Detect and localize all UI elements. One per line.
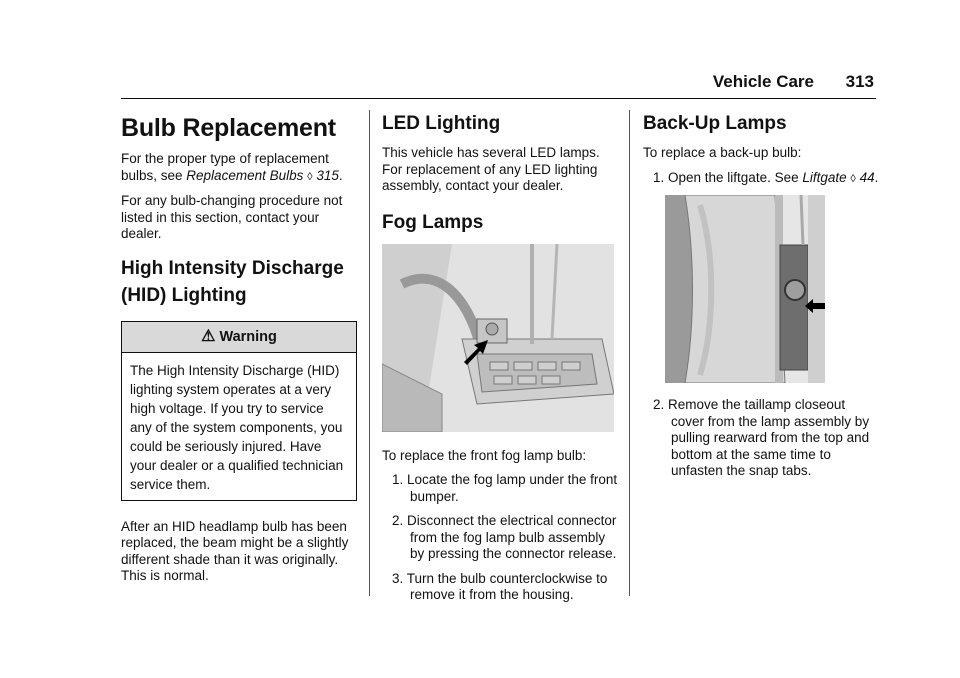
page-ref-icon: ◊	[307, 170, 313, 183]
xref-page[interactable]: 315	[316, 167, 339, 183]
backup-steps-2	[643, 397, 879, 480]
step-end: .	[874, 169, 879, 185]
list-item: 1. Locate the fog lamp under the front bumper.	[392, 472, 618, 504]
section-title-hid: High Intensity Discharge (HID) Lighting	[121, 257, 344, 306]
paragraph-end: .	[338, 167, 343, 183]
xref-replacement-bulbs[interactable]: Replacement Bulbs	[186, 167, 304, 183]
paragraph-fog-intro: To replace the front fog lamp bulb:	[382, 447, 587, 463]
warning-header	[122, 322, 356, 353]
backup-steps-1	[643, 170, 879, 188]
fog-lamp-steps	[382, 472, 618, 604]
step-text: 1. Open the liftgate. See	[653, 169, 803, 185]
paragraph-contact-dealer: For any bulb-changing procedure not listed in this section, contact your dealer.	[121, 193, 343, 241]
column-1	[121, 108, 357, 593]
section-title-back-up-lamps: Back-Up Lamps	[643, 113, 787, 134]
warning-text: The High Intensity Discharge (HID) lighting system operates at a very high voltage. If you try to service any of the system components, you could be seriously injured. Have your dealer or a qualified technician service them.	[130, 362, 344, 492]
warning-label: Warning	[219, 328, 277, 345]
page-ref-icon: ◊	[850, 172, 856, 185]
fog-lamp-figure	[382, 244, 614, 432]
header-section-title: Vehicle Care	[712, 72, 814, 91]
paragraph-backup-intro: To replace a back-up bulb:	[643, 145, 802, 160]
page-number: 313	[845, 72, 874, 91]
section-title-bulb-replacement: Bulb Replacement	[121, 114, 336, 142]
xref-liftgate[interactable]: Liftgate	[802, 169, 847, 185]
section-title-fog-lamps: Fog Lamps	[382, 211, 484, 233]
paragraph-bulb-types	[121, 151, 357, 185]
paragraph-led: This vehicle has several LED lamps. For replacement of any LED lighting assembly, contact your dealer.	[382, 145, 600, 193]
warning-box	[121, 321, 357, 501]
column-2	[382, 108, 618, 612]
list-item: 3. Turn the bulb counterclockwise to remove it from the housing.	[392, 570, 608, 602]
section-title-led: LED Lighting	[382, 113, 501, 134]
list-item: 2. Disconnect the electrical connector from the fog lamp bulb assembly by pressing the connector release.	[392, 513, 617, 561]
paragraph-hid-shade: After an HID headlamp bulb has been replaced, the beam might be a slightly different shade than it was originally. This is normal.	[121, 518, 349, 583]
list-item: 2. Remove the taillamp closeout cover from the lamp assembly by pulling rearward from the top and bottom at the same time to unfasten the snap tabs.	[653, 397, 870, 478]
column-divider	[369, 110, 370, 596]
header-rule	[121, 98, 876, 99]
warning-icon: ⚠	[201, 327, 216, 345]
column-3	[643, 108, 879, 488]
running-header	[708, 72, 874, 92]
back-up-lamp-figure	[665, 195, 825, 383]
xref-page[interactable]: 44	[859, 169, 875, 185]
list-item	[643, 170, 879, 188]
paragraph-text: For the proper type of replacement bulbs, see	[121, 151, 329, 183]
column-divider	[629, 110, 630, 596]
